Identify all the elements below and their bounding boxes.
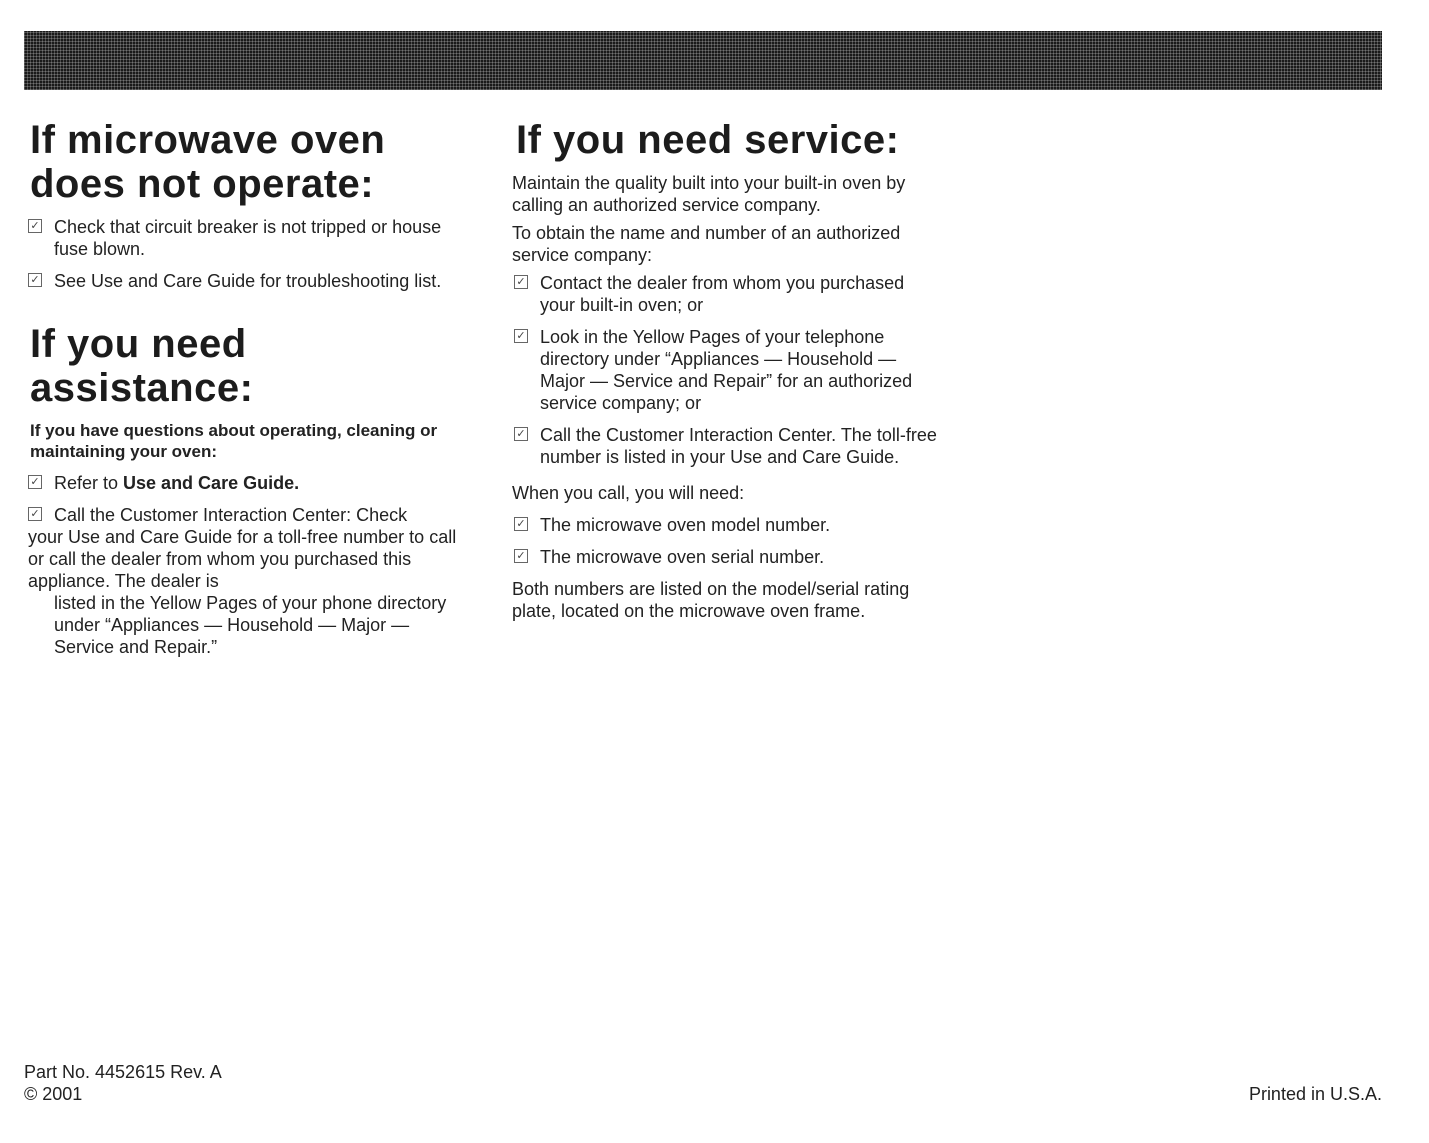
- checklist-text: Call the Customer Interaction Center. The toll-free number is listed in your Use and Care Guide.: [540, 425, 937, 467]
- checkbox-icon: ✓: [28, 273, 42, 287]
- checkbox-icon: ✓: [28, 475, 42, 489]
- checklist-text: See Use and Care Guide for troubleshooting list.: [54, 271, 442, 291]
- checklist-item: [510, 272, 940, 316]
- decorative-header-band: [24, 31, 1382, 90]
- checklist-text: The microwave oven model number.: [540, 515, 831, 535]
- assistance-heading: If you need assistance:: [30, 322, 254, 410]
- service-paragraph: When you call, you will need:: [512, 483, 745, 503]
- service-paragraph: Both numbers are listed on the model/serial rating plate, located on the microwave oven frame.: [512, 579, 910, 621]
- part-number: Part No. 4452615 Rev. A: [24, 1062, 222, 1082]
- not-operate-heading: If microwave oven does not operate:: [30, 118, 386, 206]
- checklist-text: Refer to: [54, 473, 124, 493]
- checklist-text: The microwave oven serial number.: [540, 547, 825, 567]
- left-column: [24, 118, 474, 658]
- checkbox-icon: ✓: [514, 329, 528, 343]
- guide-reference: Use and Care Guide.: [123, 473, 300, 493]
- right-column: [510, 118, 940, 628]
- checkbox-icon: ✓: [28, 219, 42, 233]
- checklist-item: [510, 424, 940, 468]
- checklist-text-continued: your Use and Care Guide for a toll-free number to call or call the dealer from whom you purchased this appliance. The dealer is: [28, 527, 457, 591]
- checklist-item: [510, 326, 940, 414]
- service-paragraph: To obtain the name and number of an authorized service company:: [512, 223, 901, 265]
- checklist-item: [24, 472, 474, 494]
- checklist-text: Call the Customer Interaction Center: Check: [54, 505, 408, 525]
- checkbox-icon: ✓: [514, 549, 528, 563]
- printed-in-label: Printed in U.S.A.: [1248, 1084, 1382, 1104]
- checklist-text: Look in the Yellow Pages of your telephone directory under “Appliances — Household — Major — Service and Repair” for an authorized service company; or: [540, 327, 913, 413]
- copyright: © 2001: [24, 1084, 83, 1104]
- checklist-item: [24, 216, 474, 260]
- checkbox-icon: ✓: [28, 507, 42, 521]
- footer-part-info: [24, 1061, 222, 1105]
- assistance-intro: If you have questions about operating, cleaning or maintaining your oven:: [30, 421, 438, 461]
- checklist-text-tail: listed in the Yellow Pages of your phone directory under “Appliances — Household — Major — Service and Repair.”: [54, 593, 447, 657]
- checkbox-icon: ✓: [514, 517, 528, 531]
- checklist-text: Contact the dealer from whom you purchased your built-in oven; or: [540, 273, 905, 315]
- checklist-text: Check that circuit breaker is not tripped or house fuse blown.: [54, 217, 442, 259]
- checklist-item: [510, 546, 940, 568]
- service-paragraph: Maintain the quality built into your built-in oven by calling an authorized service company.: [512, 173, 906, 215]
- checkbox-icon: ✓: [514, 275, 528, 289]
- checkbox-icon: ✓: [514, 427, 528, 441]
- service-heading: If you need service:: [516, 118, 900, 162]
- checklist-item: [24, 504, 474, 592]
- checklist-item: [510, 514, 940, 536]
- checklist-item: [24, 270, 474, 292]
